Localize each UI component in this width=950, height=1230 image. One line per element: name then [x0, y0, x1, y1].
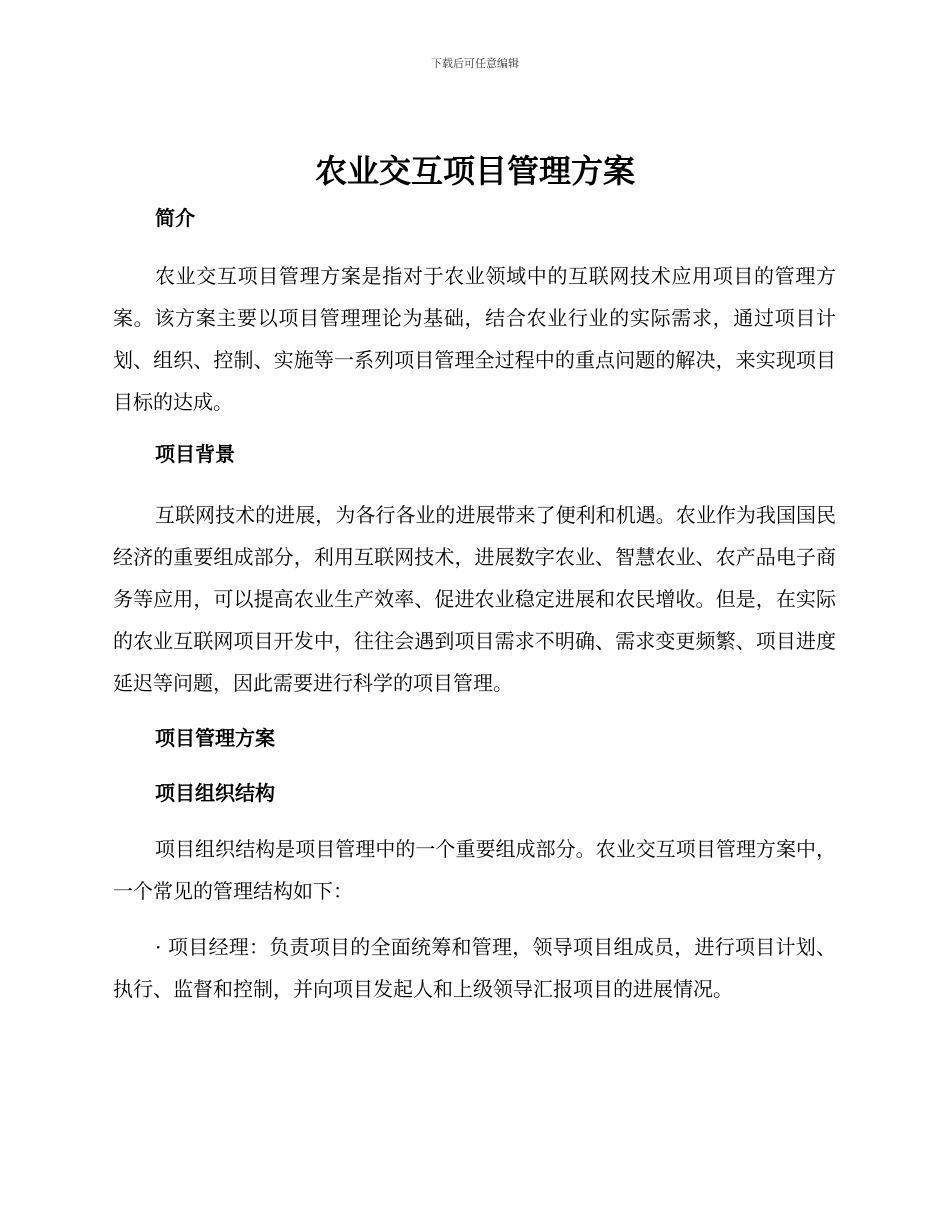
header-note: 下载后可任意编辑 [431, 57, 519, 70]
document-title: 农业交互项目管理方案 [314, 152, 635, 190]
document-body [113, 203, 836, 1010]
heading-management-plan: 项目管理方案 [155, 726, 275, 750]
paragraph-intro: 农业交互项目管理方案是指对于农业领域中的互联网技术应用项目的管理方案。该方案主要以项目管理理论为基础，结合农业行业的实际需求，通过项目计划、组织、控制、实施等一系列项目管理全过程中的重点问题的解决，来实现项目目标的达成。 [113, 264, 836, 414]
bullet-project-manager: · 项目经理：负责项目的全面统筹和管理，领导项目组成员，进行项目计划、执行、监督和控制，并向项目发起人和上级领导汇报项目的进展情况。 [113, 935, 836, 1001]
heading-background: 项目背景 [155, 442, 235, 466]
paragraph-org-structure: 项目组织结构是项目管理中的一个重要组成部分。农业交互项目管理方案中，一个常见的管理结构如下： [113, 837, 836, 903]
heading-intro: 简介 [155, 206, 195, 230]
paragraph-background: 互联网技术的进展，为各行各业的进展带来了便利和机遇。农业作为我国国民经济的重要组成部分，利用互联网技术，进展数字农业、智慧农业、农产品电子商务等应用，可以提高农业生产效率、促进农业稳定进展和农民增收。但是，在实际的农业互联网项目开发中，往往会遇到项目需求不明确、需求变更频繁、项目进度延迟等问题，因此需要进行科学的项目管理。 [113, 503, 836, 695]
heading-org-structure: 项目组织结构 [155, 781, 275, 805]
